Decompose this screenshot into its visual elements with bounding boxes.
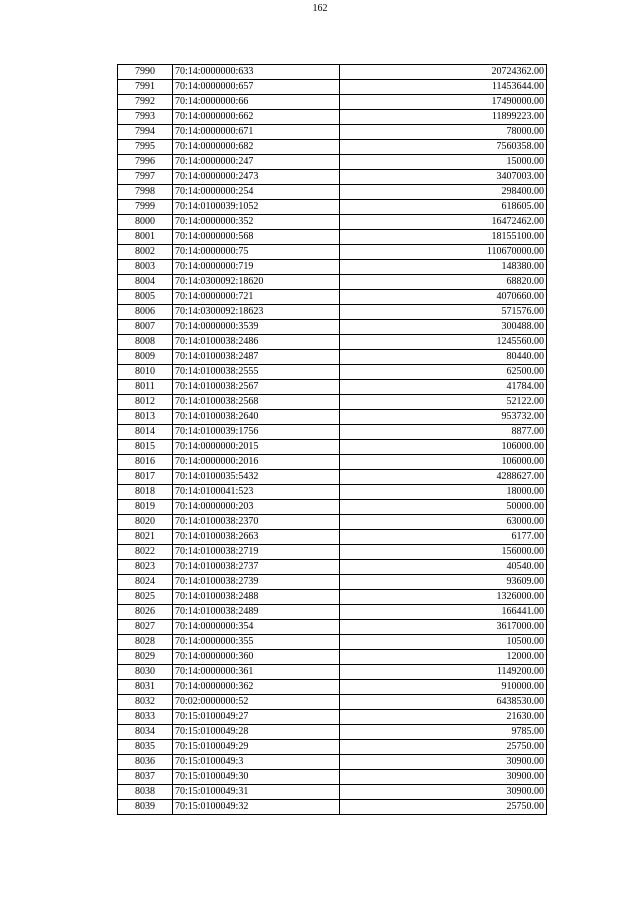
row-number-cell: 8008 — [118, 335, 173, 350]
table-row — [118, 125, 547, 140]
row-number-cell: 8016 — [118, 455, 173, 470]
table-row — [118, 530, 547, 545]
value-cell: 106000.00 — [340, 455, 547, 470]
row-number-cell: 8033 — [118, 710, 173, 725]
table-row — [118, 695, 547, 710]
value-cell: 12000.00 — [340, 650, 547, 665]
row-number-cell: 8029 — [118, 650, 173, 665]
cadastral-number-cell: 70:14:0100038:2486 — [173, 335, 340, 350]
table-row — [118, 725, 547, 740]
table-row — [118, 110, 547, 125]
table-row — [118, 350, 547, 365]
value-cell: 25750.00 — [340, 800, 547, 815]
row-number-cell: 8023 — [118, 560, 173, 575]
value-cell: 18155100.00 — [340, 230, 547, 245]
value-cell: 63000.00 — [340, 515, 547, 530]
value-cell: 4288627.00 — [340, 470, 547, 485]
cadastral-number-cell: 70:14:0000000:2015 — [173, 440, 340, 455]
table-row — [118, 275, 547, 290]
table-row — [118, 395, 547, 410]
row-number-cell: 8028 — [118, 635, 173, 650]
cadastral-number-cell: 70:15:0100049:31 — [173, 785, 340, 800]
cadastral-number-cell: 70:14:0100038:2370 — [173, 515, 340, 530]
value-cell: 1149200.00 — [340, 665, 547, 680]
row-number-cell: 8019 — [118, 500, 173, 515]
table-row — [118, 140, 547, 155]
value-cell: 571576.00 — [340, 305, 547, 320]
row-number-cell: 8037 — [118, 770, 173, 785]
table-row — [118, 365, 547, 380]
cadastral-number-cell: 70:14:0000000:657 — [173, 80, 340, 95]
value-cell: 21630.00 — [340, 710, 547, 725]
value-cell: 62500.00 — [340, 365, 547, 380]
value-cell: 618605.00 — [340, 200, 547, 215]
row-number-cell: 7993 — [118, 110, 173, 125]
cadastral-number-cell: 70:14:0100038:2663 — [173, 530, 340, 545]
value-cell: 1245560.00 — [340, 335, 547, 350]
row-number-cell: 8031 — [118, 680, 173, 695]
table-row — [118, 710, 547, 725]
table-row — [118, 590, 547, 605]
cadastral-number-cell: 70:14:0000000:633 — [173, 65, 340, 80]
cadastral-number-cell: 70:14:0000000:203 — [173, 500, 340, 515]
page-number: 162 — [312, 3, 328, 14]
row-number-cell: 8006 — [118, 305, 173, 320]
table-row — [118, 665, 547, 680]
value-cell: 300488.00 — [340, 320, 547, 335]
cadastral-number-cell: 70:14:0000000:2473 — [173, 170, 340, 185]
row-number-cell: 7990 — [118, 65, 173, 80]
row-number-cell: 8020 — [118, 515, 173, 530]
row-number-cell: 8025 — [118, 590, 173, 605]
value-cell: 148380.00 — [340, 260, 547, 275]
table-row — [118, 305, 547, 320]
value-cell: 3407003.00 — [340, 170, 547, 185]
value-cell: 10500.00 — [340, 635, 547, 650]
table-row — [118, 470, 547, 485]
cadastral-number-cell: 70:14:0000000:3539 — [173, 320, 340, 335]
row-number-cell: 8000 — [118, 215, 173, 230]
cadastral-number-cell: 70:14:0100038:2739 — [173, 575, 340, 590]
table-row — [118, 545, 547, 560]
cadastral-number-cell: 70:14:0100039:1756 — [173, 425, 340, 440]
value-cell: 18000.00 — [340, 485, 547, 500]
cadastral-number-cell: 70:15:0100049:30 — [173, 770, 340, 785]
table-row — [118, 755, 547, 770]
row-number-cell: 7999 — [118, 200, 173, 215]
cadastral-number-cell: 70:15:0100049:3 — [173, 755, 340, 770]
row-number-cell: 8014 — [118, 425, 173, 440]
value-cell: 30900.00 — [340, 770, 547, 785]
table-row — [118, 65, 547, 80]
value-cell: 93609.00 — [340, 575, 547, 590]
row-number-cell: 8001 — [118, 230, 173, 245]
value-cell: 68820.00 — [340, 275, 547, 290]
table-row — [118, 770, 547, 785]
table-row — [118, 560, 547, 575]
cadastral-number-cell: 70:14:0000000:352 — [173, 215, 340, 230]
cadastral-number-cell: 70:14:0000000:662 — [173, 110, 340, 125]
value-cell: 9785.00 — [340, 725, 547, 740]
cadastral-number-cell: 70:14:0100038:2640 — [173, 410, 340, 425]
value-cell: 110670000.00 — [340, 245, 547, 260]
table-row — [118, 80, 547, 95]
row-number-cell: 8007 — [118, 320, 173, 335]
table-row — [118, 170, 547, 185]
row-number-cell: 8036 — [118, 755, 173, 770]
value-cell: 52122.00 — [340, 395, 547, 410]
value-cell: 78000.00 — [340, 125, 547, 140]
cadastral-number-cell: 70:14:0100035:5432 — [173, 470, 340, 485]
value-cell: 25750.00 — [340, 740, 547, 755]
table-row — [118, 380, 547, 395]
row-number-cell: 8027 — [118, 620, 173, 635]
row-number-cell: 8010 — [118, 365, 173, 380]
row-number-cell: 7991 — [118, 80, 173, 95]
row-number-cell: 8035 — [118, 740, 173, 755]
table-row — [118, 515, 547, 530]
table-row — [118, 200, 547, 215]
table-row — [118, 785, 547, 800]
table-row — [118, 740, 547, 755]
row-number-cell: 8004 — [118, 275, 173, 290]
cadastral-number-cell: 70:14:0300092:18620 — [173, 275, 340, 290]
value-cell: 50000.00 — [340, 500, 547, 515]
value-cell: 3617000.00 — [340, 620, 547, 635]
table-row — [118, 245, 547, 260]
table-row — [118, 455, 547, 470]
value-cell: 17490000.00 — [340, 95, 547, 110]
table-row — [118, 410, 547, 425]
cadastral-number-cell: 70:14:0000000:360 — [173, 650, 340, 665]
cadastral-number-cell: 70:14:0000000:568 — [173, 230, 340, 245]
cadastral-number-cell: 70:14:0000000:247 — [173, 155, 340, 170]
cadastral-number-cell: 70:14:0100038:2488 — [173, 590, 340, 605]
row-number-cell: 8026 — [118, 605, 173, 620]
cadastral-number-cell: 70:14:0000000:671 — [173, 125, 340, 140]
table-row — [118, 680, 547, 695]
row-number-cell: 8002 — [118, 245, 173, 260]
value-cell: 106000.00 — [340, 440, 547, 455]
cadastral-number-cell: 70:14:0100038:2555 — [173, 365, 340, 380]
cadastral-number-cell: 70:14:0100038:2489 — [173, 605, 340, 620]
row-number-cell: 8003 — [118, 260, 173, 275]
value-cell: 11453644.00 — [340, 80, 547, 95]
value-cell: 30900.00 — [340, 755, 547, 770]
cadastral-number-cell: 70:14:0100038:2719 — [173, 545, 340, 560]
value-cell: 6177.00 — [340, 530, 547, 545]
value-cell: 298400.00 — [340, 185, 547, 200]
row-number-cell: 8021 — [118, 530, 173, 545]
table-row — [118, 425, 547, 440]
table-row — [118, 320, 547, 335]
row-number-cell: 8024 — [118, 575, 173, 590]
table-row — [118, 650, 547, 665]
table-row — [118, 335, 547, 350]
row-number-cell: 8039 — [118, 800, 173, 815]
cadastral-number-cell: 70:14:0000000:75 — [173, 245, 340, 260]
value-cell: 156000.00 — [340, 545, 547, 560]
value-cell: 4070660.00 — [340, 290, 547, 305]
value-cell: 910000.00 — [340, 680, 547, 695]
row-number-cell: 7995 — [118, 140, 173, 155]
row-number-cell: 8017 — [118, 470, 173, 485]
row-number-cell: 8011 — [118, 380, 173, 395]
cadastral-number-cell: 70:14:0000000:682 — [173, 140, 340, 155]
cadastral-number-cell: 70:14:0000000:361 — [173, 665, 340, 680]
row-number-cell: 7994 — [118, 125, 173, 140]
cadastral-number-cell: 70:14:0000000:355 — [173, 635, 340, 650]
table-row — [118, 230, 547, 245]
value-cell: 80440.00 — [340, 350, 547, 365]
value-cell: 20724362.00 — [340, 65, 547, 80]
registry-table-body — [118, 65, 547, 815]
cadastral-number-cell: 70:02:0000000:52 — [173, 695, 340, 710]
value-cell: 16472462.00 — [340, 215, 547, 230]
row-number-cell: 8022 — [118, 545, 173, 560]
value-cell: 1326000.00 — [340, 590, 547, 605]
table-row — [118, 605, 547, 620]
row-number-cell: 7992 — [118, 95, 173, 110]
row-number-cell: 8005 — [118, 290, 173, 305]
row-number-cell: 7996 — [118, 155, 173, 170]
cadastral-number-cell: 70:15:0100049:32 — [173, 800, 340, 815]
table-row — [118, 155, 547, 170]
value-cell: 15000.00 — [340, 155, 547, 170]
table-row — [118, 485, 547, 500]
row-number-cell: 8013 — [118, 410, 173, 425]
cadastral-number-cell: 70:14:0000000:719 — [173, 260, 340, 275]
cadastral-number-cell: 70:14:0100038:2567 — [173, 380, 340, 395]
table-row — [118, 260, 547, 275]
table-row — [118, 185, 547, 200]
cadastral-number-cell: 70:15:0100049:27 — [173, 710, 340, 725]
cadastral-number-cell: 70:14:0000000:362 — [173, 680, 340, 695]
cadastral-number-cell: 70:15:0100049:29 — [173, 740, 340, 755]
value-cell: 41784.00 — [340, 380, 547, 395]
row-number-cell: 7997 — [118, 170, 173, 185]
table-row — [118, 620, 547, 635]
cadastral-number-cell: 70:15:0100049:28 — [173, 725, 340, 740]
cadastral-number-cell: 70:14:0100038:2568 — [173, 395, 340, 410]
row-number-cell: 8030 — [118, 665, 173, 680]
row-number-cell: 8018 — [118, 485, 173, 500]
value-cell: 953732.00 — [340, 410, 547, 425]
registry-table — [117, 64, 547, 815]
cadastral-number-cell: 70:14:0000000:721 — [173, 290, 340, 305]
cadastral-number-cell: 70:14:0100039:1052 — [173, 200, 340, 215]
table-row — [118, 575, 547, 590]
table-row — [118, 440, 547, 455]
value-cell: 30900.00 — [340, 785, 547, 800]
row-number-cell: 8009 — [118, 350, 173, 365]
table-row — [118, 635, 547, 650]
cadastral-number-cell: 70:14:0100041:523 — [173, 485, 340, 500]
cadastral-number-cell: 70:14:0100038:2487 — [173, 350, 340, 365]
value-cell: 40540.00 — [340, 560, 547, 575]
table-row — [118, 800, 547, 815]
row-number-cell: 8034 — [118, 725, 173, 740]
cadastral-number-cell: 70:14:0000000:66 — [173, 95, 340, 110]
cadastral-number-cell: 70:14:0000000:2016 — [173, 455, 340, 470]
value-cell: 11899223.00 — [340, 110, 547, 125]
cadastral-number-cell: 70:14:0000000:354 — [173, 620, 340, 635]
row-number-cell: 7998 — [118, 185, 173, 200]
table-row — [118, 500, 547, 515]
row-number-cell: 8015 — [118, 440, 173, 455]
value-cell: 6438530.00 — [340, 695, 547, 710]
value-cell: 7560358.00 — [340, 140, 547, 155]
cadastral-number-cell: 70:14:0300092:18623 — [173, 305, 340, 320]
row-number-cell: 8012 — [118, 395, 173, 410]
value-cell: 8877.00 — [340, 425, 547, 440]
cadastral-number-cell: 70:14:0000000:254 — [173, 185, 340, 200]
table-row — [118, 215, 547, 230]
row-number-cell: 8038 — [118, 785, 173, 800]
table-row — [118, 290, 547, 305]
cadastral-number-cell: 70:14:0100038:2737 — [173, 560, 340, 575]
row-number-cell: 8032 — [118, 695, 173, 710]
value-cell: 166441.00 — [340, 605, 547, 620]
table-row — [118, 95, 547, 110]
